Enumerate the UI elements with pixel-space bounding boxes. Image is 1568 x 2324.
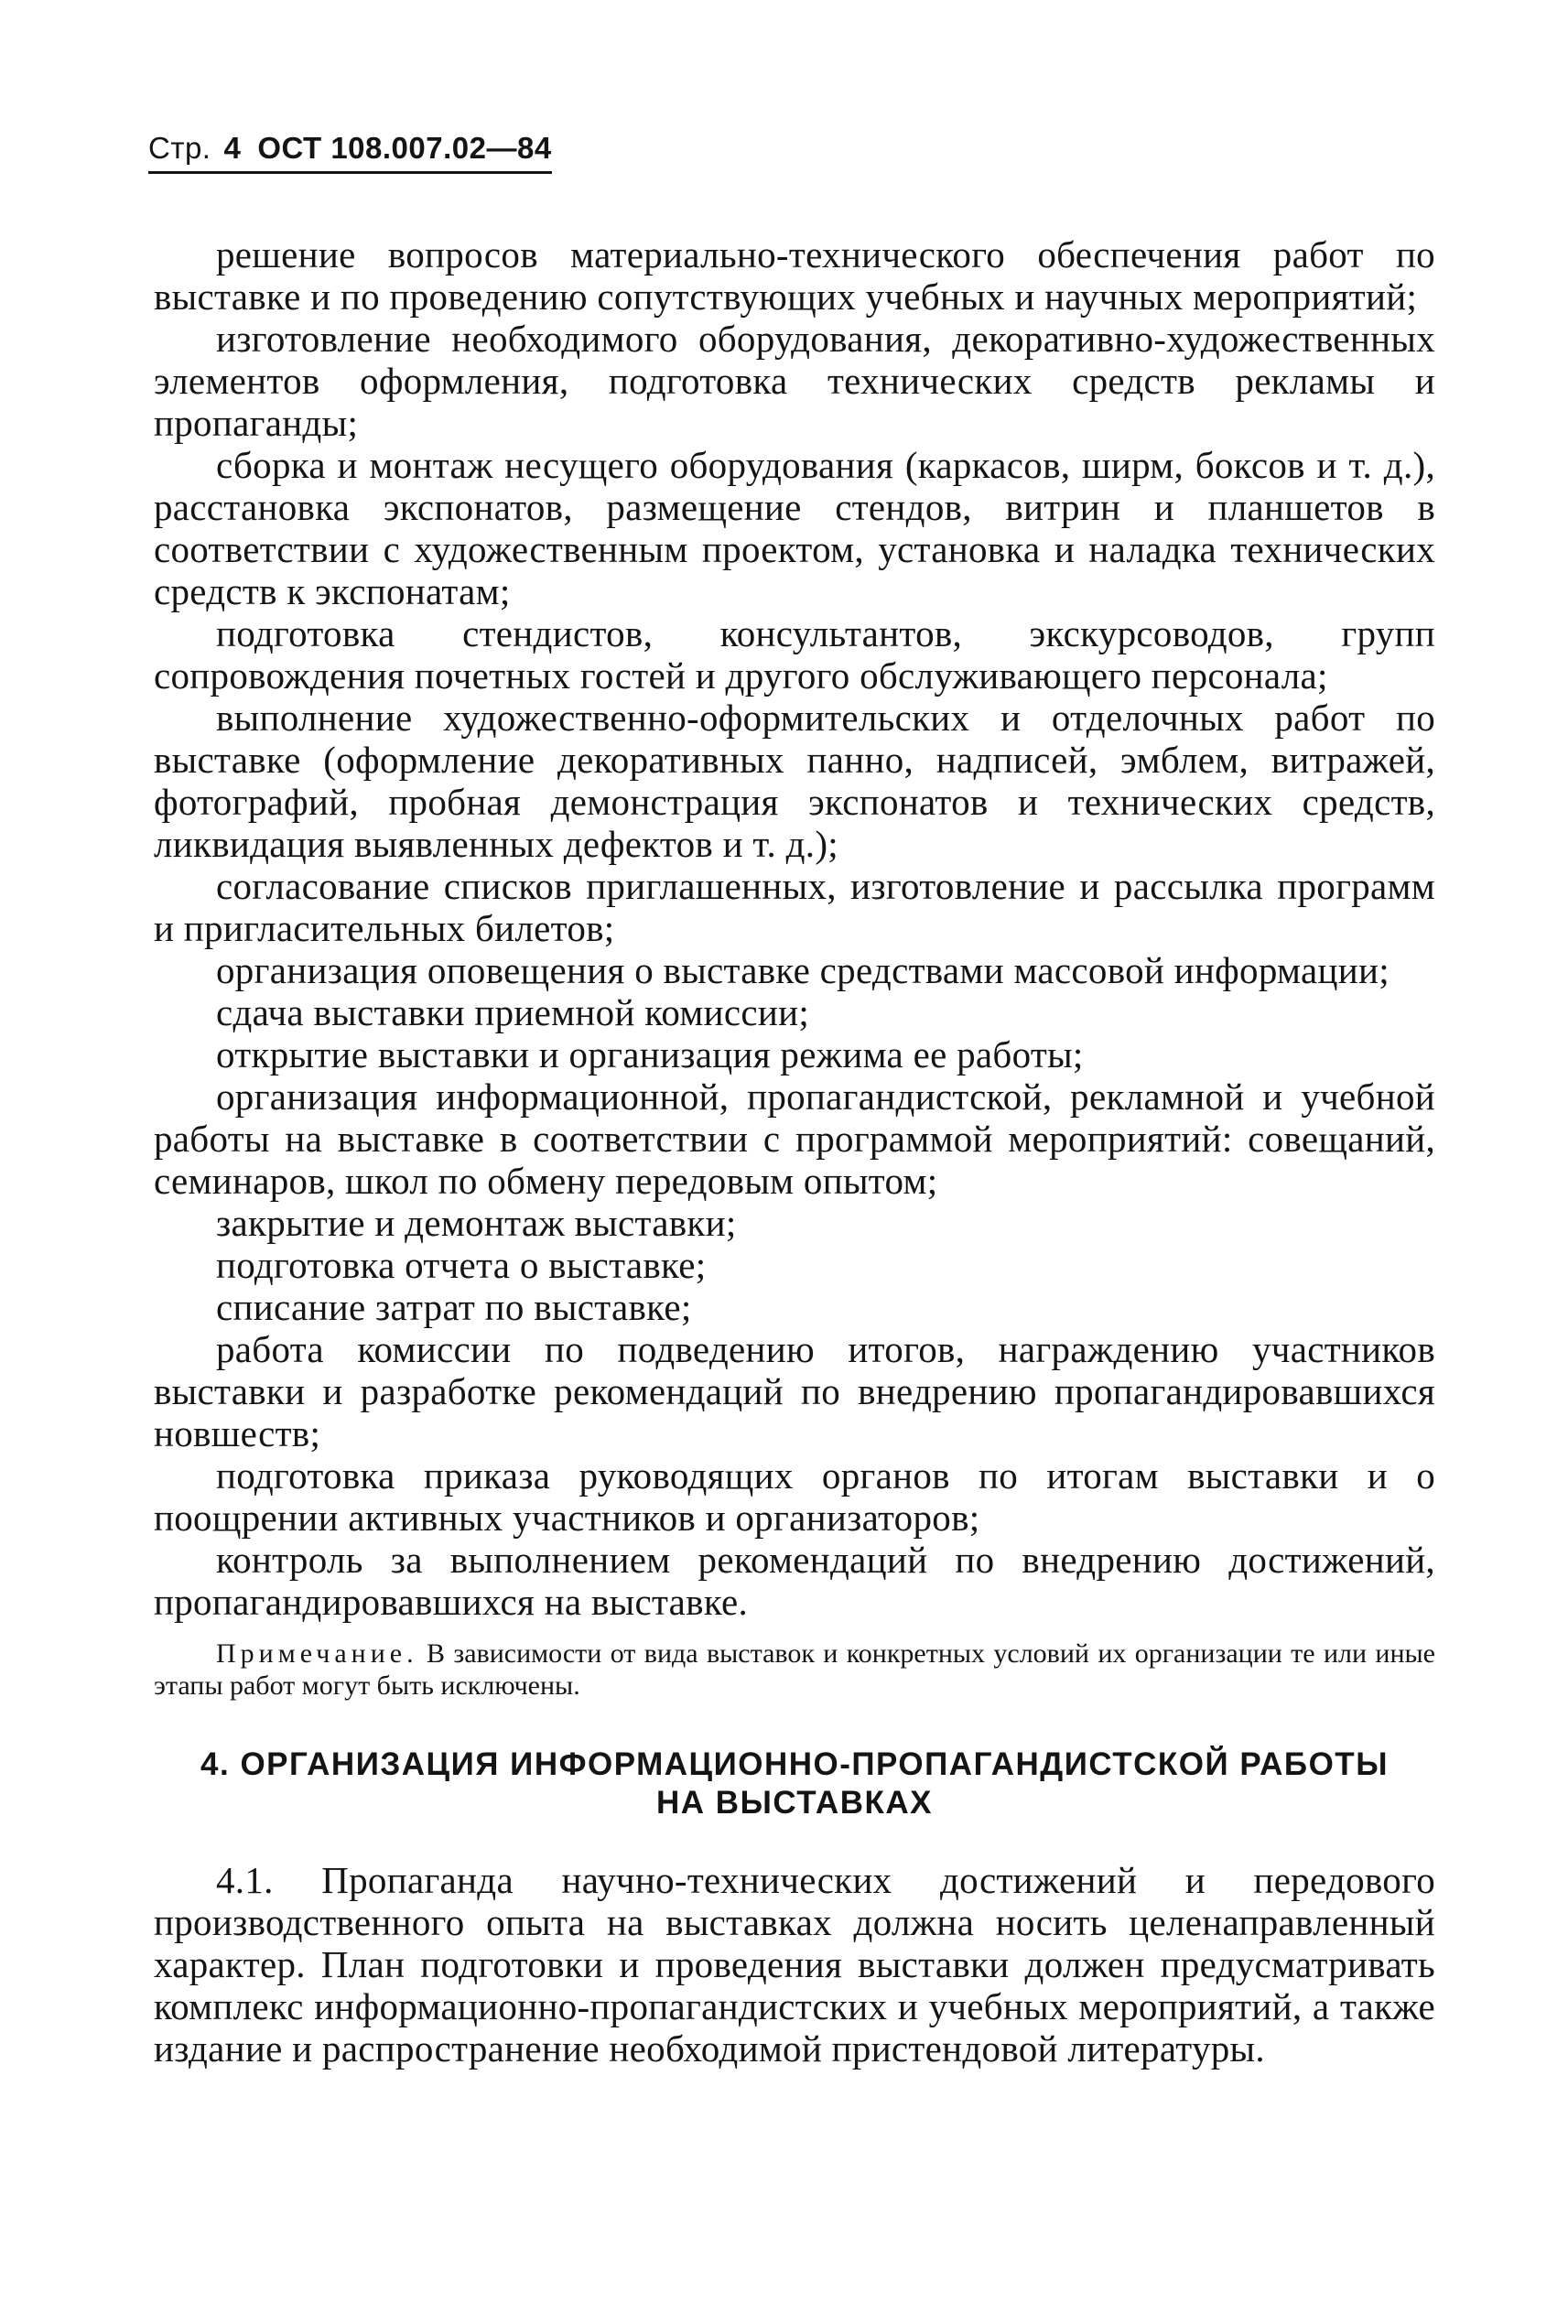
list-item: контроль за выполнением рекомендаций по внедрению достижений, пропагандировавшихся на выставке. [154, 1539, 1435, 1623]
page-number: 4 [223, 131, 242, 165]
standard-code: ОСТ 108.007.02—84 [257, 131, 552, 165]
list-item: выполнение художественно-оформительских и отделочных работ по выставке (оформление декоративных панно, надписей, эмблем, витражей, фотографий, пробная демонстрация экспонатов и технических средств, ликвидация выявленных дефектов и т. д.); [154, 697, 1435, 865]
list-item: сдача выставки приемной комиссии; [216, 991, 810, 1033]
stages-list [154, 233, 1435, 1623]
list-item: подготовка стендистов, консультантов, экскурсоводов, групп сопровождения почетных гостей и другого обслуживающего персонала; [154, 612, 1435, 697]
paragraph-4-1: 4.1. Пропаганда научно-технических достижений и передового производственного опыта на выставках должна носить целенаправленный характер. План подготовки и проведения выставки должен предусматривать комплекс информационно-пропагандистских и учебных мероприятий, а также издание и распространение необходимой пристендовой литературы. [154, 1859, 1435, 2070]
list-item: подготовка приказа руководящих органов по итогам выставки и о поощрении активных участников и организаторов; [154, 1454, 1435, 1539]
section-title [154, 1746, 1435, 1822]
list-item: сборка и монтаж несущего оборудования (каркасов, ширм, боксов и т. д.), расстановка экспонатов, размещение стендов, витрин и планшетов в соответствии с художественным проектом, установка и наладка технических средств к экспонатам; [154, 444, 1435, 612]
list-item: подготовка отчета о выставке; [216, 1244, 707, 1286]
list-item: изготовление необходимого оборудования, декоративно-художественных элементов оформления, подготовка технических средств рекламы и пропаганды; [154, 318, 1435, 444]
list-item: организация информационной, пропагандистской, рекламной и учебной работы на выставке в соответствии с программой мероприятий: совещаний, семинаров, школ по обмену передовым опытом; [154, 1076, 1435, 1202]
page-prefix: Стр. [148, 131, 211, 165]
section-title-line-1: 4. ОРГАНИЗАЦИЯ ИНФОРМАЦИОННО-ПРОПАГАНДИСТСКОЙ РАБОТЫ [200, 1746, 1389, 1782]
list-item: согласование списков приглашенных, изготовление и рассылка программ и пригласительных билетов; [154, 865, 1435, 949]
note [154, 1638, 1435, 1702]
note-text: В зависимости от вида выставок и конкретных условий их организации те или иные этапы работ могут быть исключены. [154, 1638, 1436, 1701]
list-item: списание затрат по выставке; [216, 1286, 692, 1328]
list-item: решение вопросов материально-технического обеспечения работ по выставке и по проведению сопутствующих учебных и научных мероприятий; [154, 233, 1435, 318]
list-item: организация оповещения о выставке средствами массовой информации; [216, 949, 1390, 991]
page-header [148, 131, 552, 174]
list-item: закрытие и демонтаж выставки; [216, 1202, 737, 1244]
section-title-line-2: НА ВЫСТАВКАХ [656, 1785, 933, 1821]
document-body [154, 233, 1435, 2070]
list-item: открытие выставки и организация режима ее работы; [216, 1033, 1084, 1076]
note-label: Примечание. [216, 1638, 418, 1669]
list-item: работа комиссии по подведению итогов, награждению участников выставки и разработке рекомендаций по внедрению пропагандировавшихся новшеств; [154, 1328, 1435, 1454]
